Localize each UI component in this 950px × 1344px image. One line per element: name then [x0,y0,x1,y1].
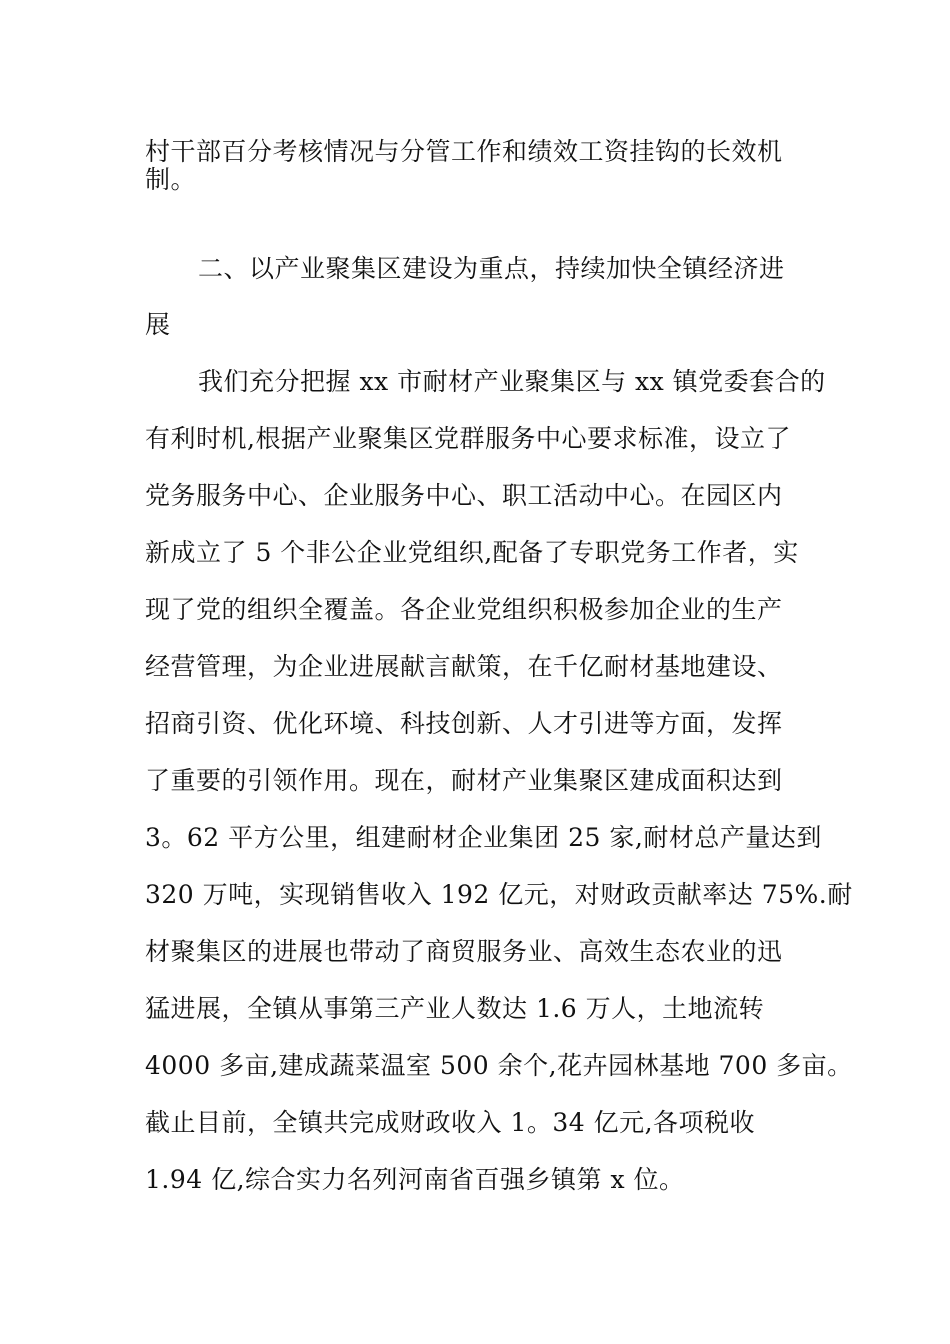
paragraph-line: 3。62 平方公里，组建耐材企业集团 25 家,耐材总产量达到 [145,823,822,852]
paragraph-line: 猛进展，全镇从事第三产业人数达 1.6 万人，土地流转 [145,994,765,1023]
paragraph-line: 招商引资、优化环境、科技创新、人才引进等方面，发挥 [145,709,783,738]
paragraph-line: 4000 多亩,建成蔬菜温室 500 余个,花卉园林基地 700 多亩。 [145,1051,853,1080]
paragraph-line: 新成立了 5 个非公企业党组织,配备了专职党务工作者，实 [145,538,799,567]
paragraph-line: 320 万吨，实现销售收入 192 亿元，对财政贡献率达 75%.耐 [145,880,853,909]
paragraph-line: 我们充分把握 xx 市耐材产业聚集区与 xx 镇党委套合的 [198,367,826,396]
section-heading: 展 [145,310,171,339]
paragraph-line: 党务服务中心、企业服务中心、职工活动中心。在园区内 [145,481,783,510]
section-heading: 二、以产业聚集区建设为重点，持续加快全镇经济进 [198,254,785,283]
paragraph-line: 村干部百分考核情况与分管工作和绩效工资挂钩的长效机 [145,137,783,166]
paragraph-line: 制。 [145,165,197,194]
paragraph-line: 有利时机,根据产业聚集区党群服务中心要求标准，设立了 [145,424,791,453]
paragraph-line: 截止目前，全镇共完成财政收入 1。34 亿元,各项税收 [145,1108,756,1137]
paragraph-line: 经营管理，为企业进展献言献策，在千亿耐材基地建设、 [145,652,783,681]
paragraph-line: 材聚集区的进展也带动了商贸服务业、高效生态农业的迅 [145,937,783,966]
paragraph-line: 现了党的组织全覆盖。各企业党组织积极参加企业的生产 [145,595,783,624]
paragraph-line: 了重要的引领作用。现在，耐材产业集聚区建成面积达到 [145,766,783,795]
paragraph-line: 1.94 亿,综合实力名列河南省百强乡镇第 x 位。 [145,1165,685,1194]
